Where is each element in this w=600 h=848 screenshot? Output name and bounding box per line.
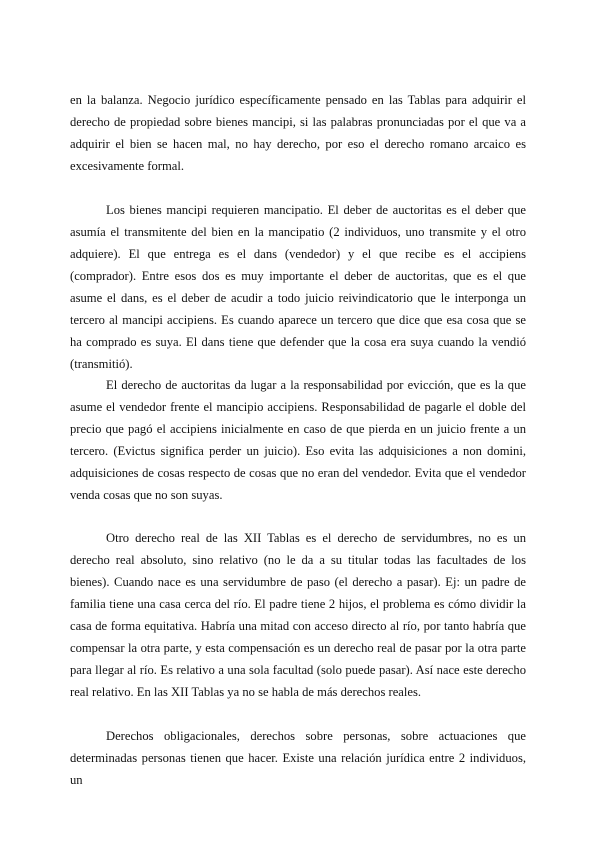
body-text-2 [70, 199, 526, 375]
body-text-3 [70, 374, 526, 506]
body-text-4 [70, 527, 526, 703]
paragraph-3: El derecho de auctoritas da lugar a la responsabilidad por evicción, que es la que asume el vendedor frente el mancipio accipiens. Responsabilidad de pagarle el doble del precio que pagó el accipiens inicialmente en caso de que pierda en un juicio frente a un tercero. (Evictus significa perder un juicio). Eso evita las adquisiciones a non domini, adquisiciones de cosas respecto de cosas que no eran del vendedor. Evita que el vendedor venda cosas que no son suyas. [70, 378, 526, 502]
paragraph-5: Derechos obligacionales, derechos sobre personas, sobre actuaciones que determinadas personas tienen que hacer. Existe una relación jurídica entre 2 individuos, un [70, 729, 526, 787]
paragraph-1: en la balanza. Negocio jurídico específicamente pensado en las Tablas para adquirir el derecho de propiedad sobre bienes mancipi, si las palabras pronunciadas por el que va a adquirir el bien se hacen mal, no hay derecho, por eso el derecho romano arcaico es excesivamente formal. [70, 93, 526, 173]
paragraph-2: Los bienes mancipi requieren mancipatio. El deber de auctoritas es el deber que asumía el transmitente del bien en la mancipatio (2 individuos, uno transmite y el otro adquiere). El que entrega es el dans (vendedor) y el que recibe es el accipiens (comprador). Entre esos dos es muy importante el deber de auctoritas, que es el que asume el dans, es el deber de acudir a todo juicio reivindicatorio que le interponga un tercero al mancipi accipiens. Es cuando aparece un tercero que dice que esa cosa que se ha comprado es suya. El dans tiene que defender que la cosa era suya cuando la vendió (transmitió). [70, 203, 526, 371]
body-text-5 [70, 725, 526, 791]
paragraph-4: Otro derecho real de las XII Tablas es el derecho de servidumbres, no es un derecho real absoluto, sino relativo (no le da a su titular todas las facultades de los bienes). Cuando nace es una servidumbre de paso (el derecho a pasar). Ej: un padre de familia tiene una casa cerca del río. El padre tiene 2 hijos, el problema es cómo dividir la casa de forma equitativa. Habría una mitad con acceso directo al río, por tanto habría que compensar la otra parte, y esta compensación es un derecho real de pasar por la otra parte para llegar al río. Es relativo a una sola facultad (solo puede pasar). Así nace este derecho real relativo. En las XII Tablas ya no se habla de más derechos reales. [70, 531, 526, 699]
body-text [70, 89, 526, 177]
